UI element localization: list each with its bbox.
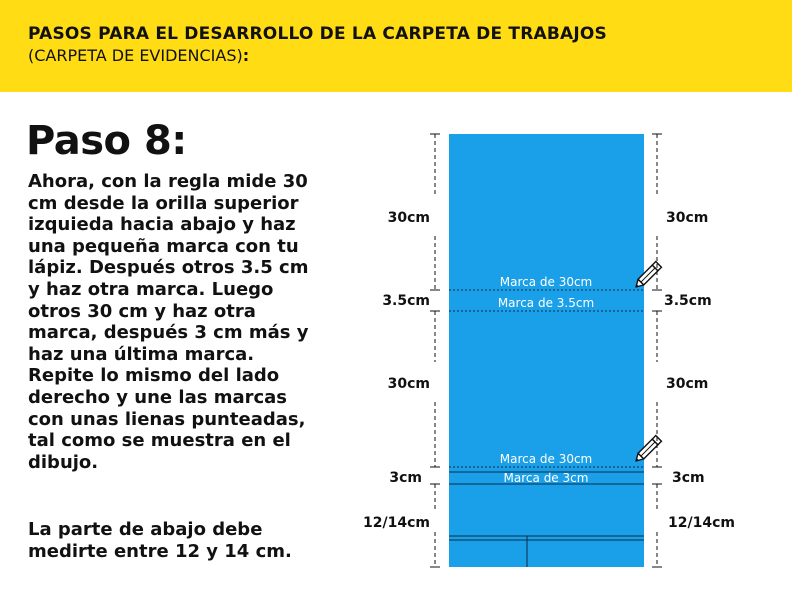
left-dim-30cm-top: 30cm [387,210,430,226]
right-dim-30cm-bottom: 30cm [666,376,709,392]
header-subtitle-text: (CARPETA DE EVIDENCIAS) [28,46,243,65]
right-dimension-lines [652,134,662,567]
mark-label-30cm-bottom: Marca de 30cm [499,452,593,466]
step-instructions: Ahora, con la regla mide 30 cm desde la orilla superior izquieda hacia abajo y haz una pequeña marca con tu lápiz. Después otros 3.5 cm y haz otra marca. Luego otros 30 cm y haz otra marca, después 3 cm más y haz una última marca. Repite lo mismo del lado derecho y une las marcas con unas lienas punteadas, tal como se muestra en el dibujo. [28,171,309,473]
left-dim-30cm-bottom: 30cm [387,376,430,392]
right-dim-3-5cm: 3.5cm [664,293,712,309]
header-title: PASOS PARA EL DESARROLLO DE LA CARPETA DE TRABAJOS [28,24,608,44]
mark-label-3cm: Marca de 3cm [503,471,589,485]
right-dim-12-14cm: 12/14cm [668,515,735,531]
left-dim-3cm: 3cm [389,470,422,486]
right-dim-30cm-top: 30cm [666,210,709,226]
step-note: La parte de abajo debe medirte entre 12 y 14 cm. [28,519,292,562]
left-dim-3-5cm: 3.5cm [382,293,430,309]
mark-label-30cm-top: Marca de 30cm [499,275,593,289]
header-subtitle-colon: : [242,46,250,65]
step-title: Paso 8: [26,118,187,164]
left-dim-12-14cm: 12/14cm [363,515,430,531]
mark-label-3-5cm: Marca de 3.5cm [497,296,595,310]
folder-body [449,134,644,567]
right-dim-3cm: 3cm [672,470,705,486]
left-dimension-lines [430,134,440,567]
